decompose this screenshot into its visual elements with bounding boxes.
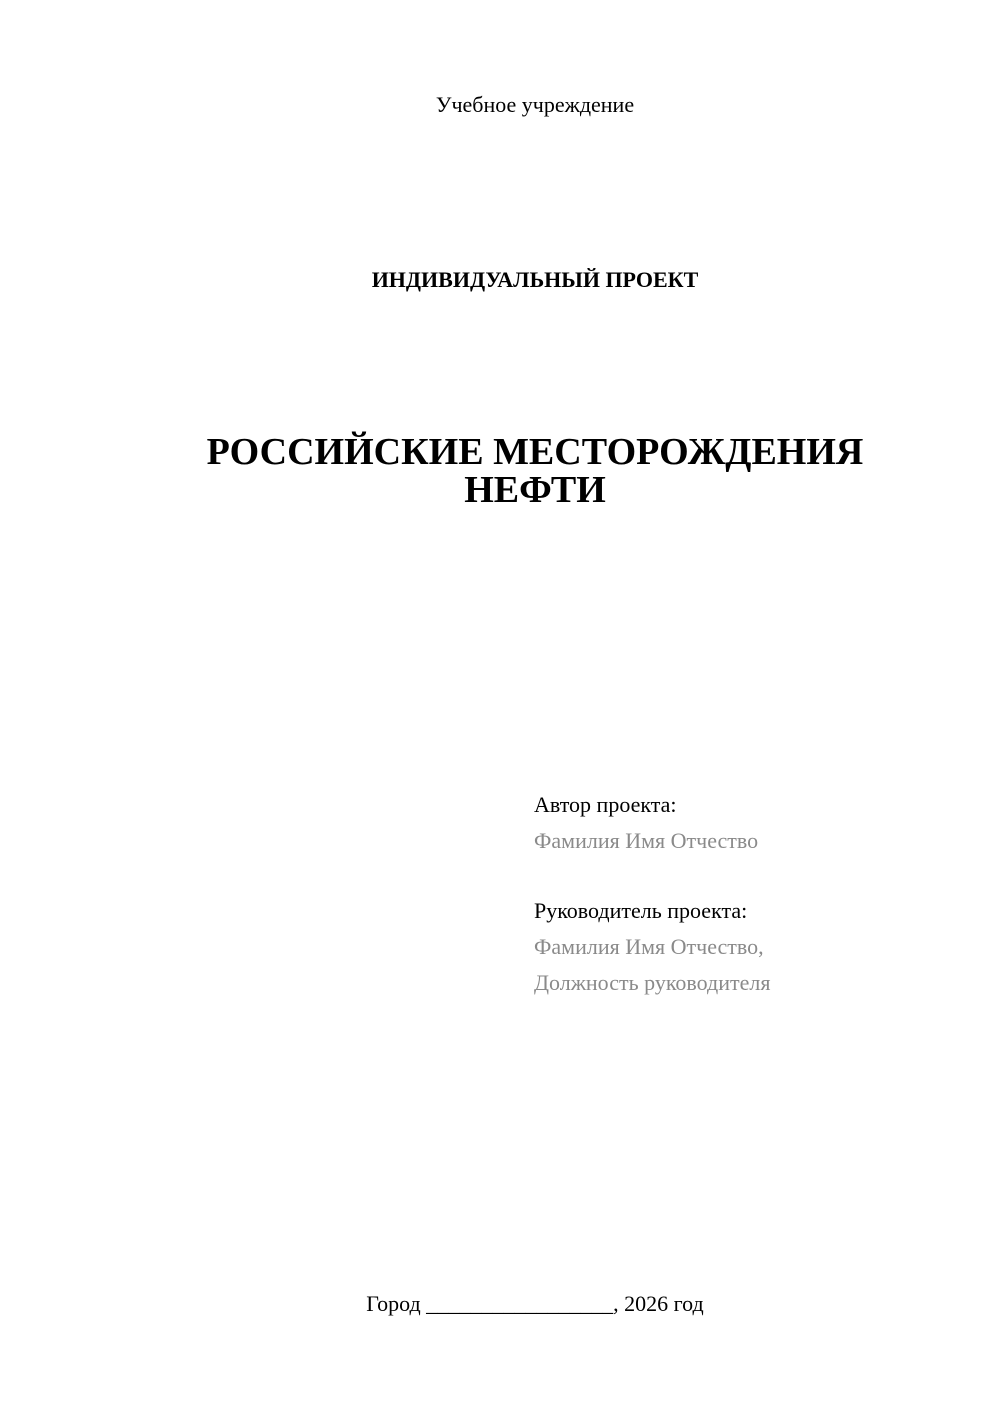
supervisor-label: Руководитель проекта: [534,898,748,923]
project-type-heading: ИНДИВИДУАЛЬНЫЙ ПРОЕКТ [371,267,699,292]
supervisor-position: Должность руководителя [534,970,771,995]
project-details [534,787,974,1001]
project-title-line-2: НЕФТИ [464,469,606,511]
supervisor-name: Фамилия Имя Отчество, [534,934,764,959]
city-year-footer: Город _________________, 2026 год [366,1291,704,1316]
project-title-line-1: РОССИЙСКИЕ МЕСТОРОЖДЕНИЯ [206,431,864,473]
institution-name: Учебное учреждение [435,92,635,117]
author-label: Автор проекта: [534,792,677,817]
project-title [70,433,1000,509]
author-name: Фамилия Имя Отчество [534,828,759,853]
details-spacer [534,859,974,893]
